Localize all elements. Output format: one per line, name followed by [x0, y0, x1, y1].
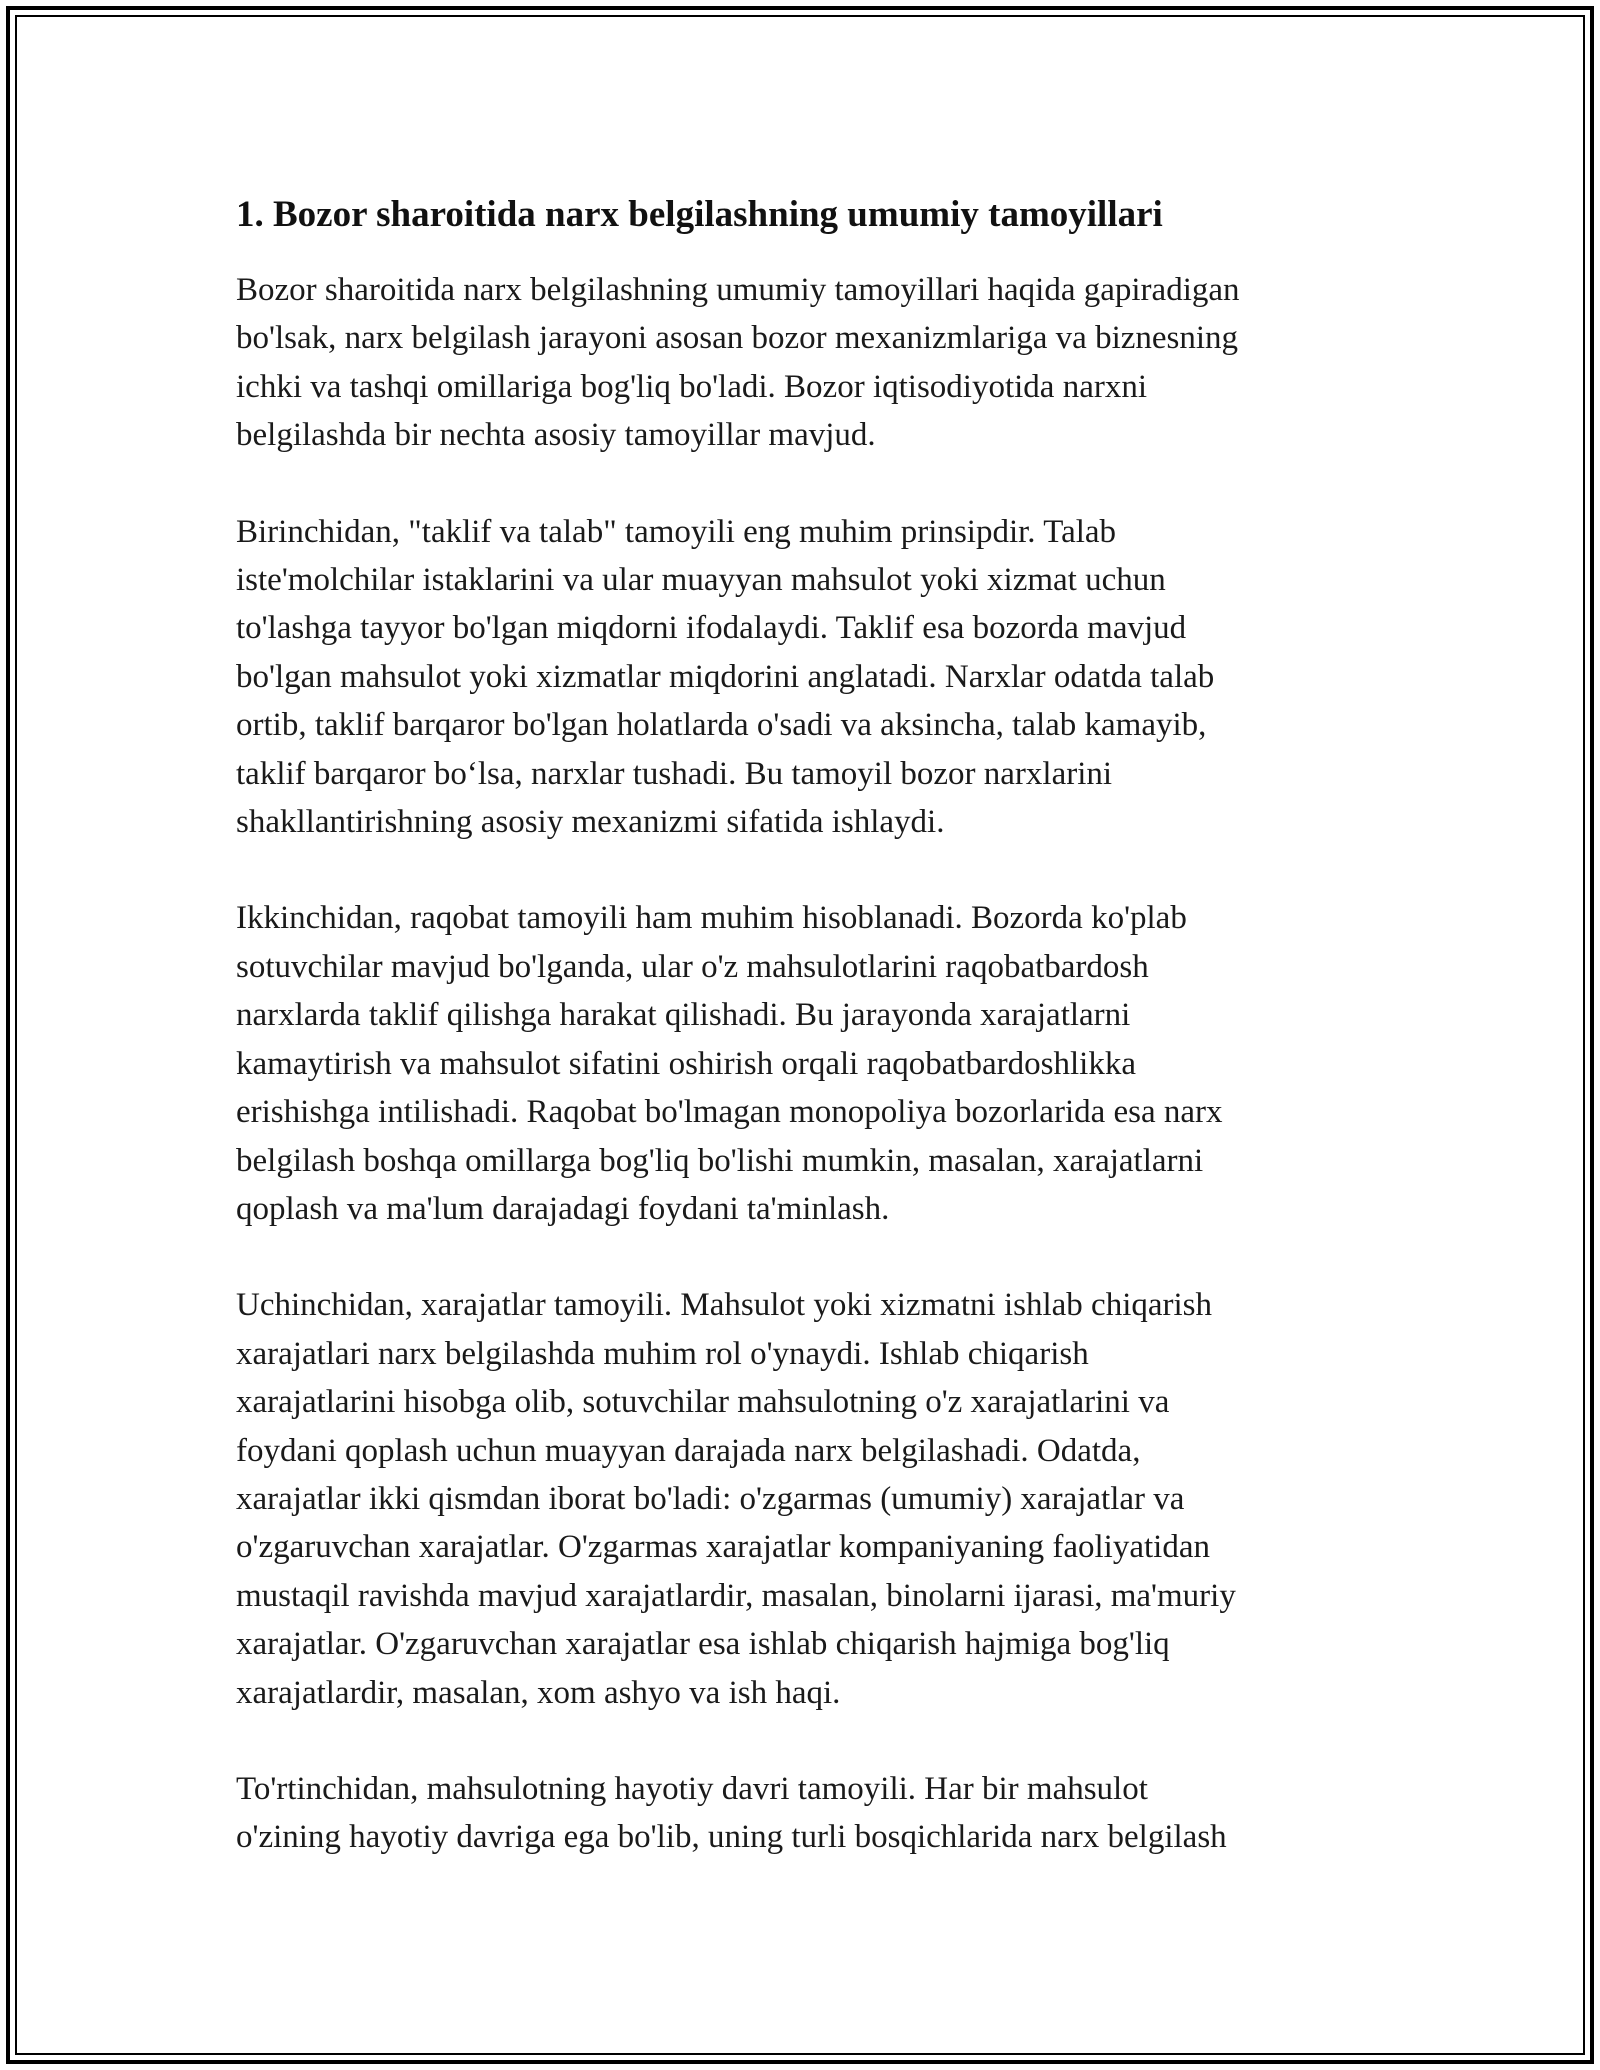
section-heading: 1. Bozor sharoitida narx belgilashning umumiy tamoyillari — [236, 194, 1163, 235]
paragraph-life-cycle: To'rtinchidan, mahsulotning hayotiy davri tamoyili. Har bir mahsulot o'zining hayotiy davriga ega bo'lib, uning turli bosqichlarida narx belgilash — [236, 1770, 1227, 1856]
paragraph-supply-demand: Birinchidan, "taklif va talab" tamoyili eng muhim prinsipdir. Talab iste'molchilar istaklarini va ular muayyan mahsulot yoki xizmat uchun to'lashga tayyor bo'lgan miqdorni ifodalaydi. Taklif esa bozorda mavjud bo'lgan mahsulot yoki xizmatlar miqdorini anglatadi. Narxlar odatda talab ortib, taklif barqaror bo'lgan holatlarda o'sadi va aksincha, talab kamayib, taklif barqaror bo‘lsa, narxlar tushadi. Bu tamoyil bozor narxlarini shakllantirishning asosiy mexanizmi sifatida ishlaydi. — [236, 513, 1215, 841]
paragraph-competition: Ikkinchidan, raqobat tamoyili ham muhim hisoblanadi. Bozorda ko'plab sotuvchilar mavjud bo'lganda, ular o'z mahsulotlarini raqobatbardosh narxlarda taklif qilishga harakat qilishadi. Bu jarayonda xarajatlarni kamaytirish va mahsulot sifatini oshirish orqali raqobatbardoshlikka erishishga intilishadi. Raqobat bo'lmagan monopoliya bozorlarida esa narx belgilash boshqa omillarga bog'liq bo'lishi mumkin, masalan, xarajatlarni qoplash va ma'lum darajadagi foydani ta'minlash. — [236, 900, 1223, 1227]
document-body — [236, 184, 1366, 1910]
paragraph-costs: Uchinchidan, xarajatlar tamoyili. Mahsulot yoki xizmatni ishlab chiqarish xarajatlari narx belgilashda muhim rol o'ynaydi. Ishlab chiqarish xarajatlarini hisobga olib, sotuvchilar mahsulotning o'z xarajatlarini va foydani qoplash uchun muayyan darajada narx belgilashadi. Odatda, xarajatlar ikki qismdan iborat bo'ladi: o'zgarmas (umumiy) xarajatlar va o'zgaruvchan xarajatlar. O'zgarmas xarajatlar kompaniyaning faoliyatidan mustaqil ravishda mavjud xarajatlardir, masalan, binolarni ijarasi, ma'muriy xarajatlar. O'zgaruvchan xarajatlar esa ishlab chiqarish hajmiga bog'liq xarajatlardir, masalan, xom ashyo va ish haqi. — [236, 1287, 1236, 1711]
paragraph-intro: Bozor sharoitida narx belgilashning umumiy tamoyillari haqida gapiradigan bo'lsak, narx belgilash jarayoni asosan bozor mexanizmlariga va biznesning ichki va tashqi omillariga bog'liq bo'ladi. Bozor iqtisodiyotida narxni belgilashda bir nechta asosiy tamoyillar mavjud. — [236, 272, 1240, 454]
